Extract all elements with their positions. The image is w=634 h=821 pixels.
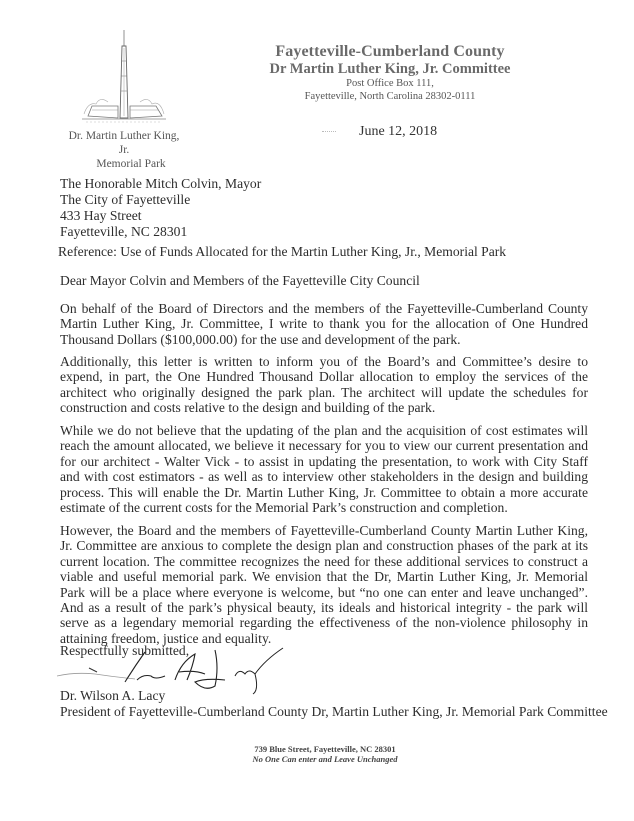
footer <box>200 744 450 764</box>
recipient-organization: The City of Fayetteville <box>60 192 191 207</box>
recipient-street: 433 Hay Street <box>60 208 142 223</box>
body-paragraph-1: On behalf of the Board of Directors and the members of the Fayetteville-Cumberland County Martin Luther King, Jr. Committee, I write to thank you for the allocation of One Hundred Thousand Dollars ($100,000.00) for the use and development of the park. <box>60 301 588 347</box>
letterhead-address-line1: Post Office Box 111, <box>346 78 434 89</box>
signer-name: Dr. Wilson A. Lacy <box>60 688 166 703</box>
monument-spire-icon <box>78 26 170 126</box>
signer-block <box>60 688 608 720</box>
salutation: Dear Mayor Colvin and Members of the Fayetteville City Council <box>60 273 420 288</box>
logo-caption-line1: Dr. Martin Luther King, Jr. <box>68 130 180 156</box>
reference-line: Reference: Use of Funds Allocated for the Martin Luther King, Jr., Memorial Park <box>58 244 507 259</box>
closing: Respectfully submitted, <box>60 643 190 658</box>
signer-title: President of Fayetteville-Cumberland County Dr, Martin Luther King, Jr. Memorial Park Committee <box>60 704 608 719</box>
recipient-address <box>60 176 588 240</box>
letter-date: June 12, 2018 <box>359 124 438 139</box>
letterhead-address-line2: Fayetteville, North Carolina 28302-0111 <box>304 91 476 102</box>
recipient-city: Fayetteville, NC 28301 <box>60 224 188 239</box>
body-paragraph-4: However, the Board and the members of Fayetteville-Cumberland County Martin Luther King, Jr. Committee are anxious to complete the design plan and construction phases of the park at its current location. The committee recognizes the need for these additional services to construct a viable and useful memorial park. We envision that the Dr, Martin Luther King, Jr. Memorial Park will be a place where everyone is welcome, but “no one can enter and leave unchanged”. And as a result of the park’s physical beauty, its ideals and historical integrity - the park will serve as a legendary memorial regarding the effectiveness of the non-violence philosophy in attaining freedom, justice and equality. <box>60 523 588 646</box>
recipient-name: The Honorable Mitch Colvin, Mayor <box>60 176 262 191</box>
memorial-park-logo <box>64 26 184 170</box>
letterhead <box>250 43 530 103</box>
scan-mark <box>322 131 336 133</box>
body-paragraph-2: Additionally, this letter is written to inform you of the Board’s and Committee’s desire to expend, in part, the One Hundred Thousand Dollar allocation to employ the services of the architect who originally designed the park plan. The architect will update the schedules for construction and costs relative to the design and building of the park. <box>60 354 588 416</box>
body-paragraph-3: While we do not believe that the updating of the plan and the acquisition of cost estimates will reach the amount allocated, we believe it necessary for you to view our current presentation and for our architect - Walter Vick - to assist in updating the presentation, to work with City Staff and with cost estimators - as well as to interview other stakeholders in the design and building process. This will enable the Dr. Martin Luther King, Jr. Committee to obtain a more accurate estimate of the current costs for the Memorial Park’s construction and completion. <box>60 423 588 516</box>
logo-caption-line2: Memorial Park <box>96 158 166 170</box>
logo-caption <box>64 129 184 171</box>
footer-address: 739 Blue Street, Fayetteville, NC 28301 <box>254 744 396 754</box>
committee-name: Dr Martin Luther King, Jr. Committee <box>269 61 511 77</box>
footer-motto: No One Can enter and Leave Unchanged <box>252 754 398 764</box>
organization-name: Fayetteville-Cumberland County <box>275 43 505 60</box>
